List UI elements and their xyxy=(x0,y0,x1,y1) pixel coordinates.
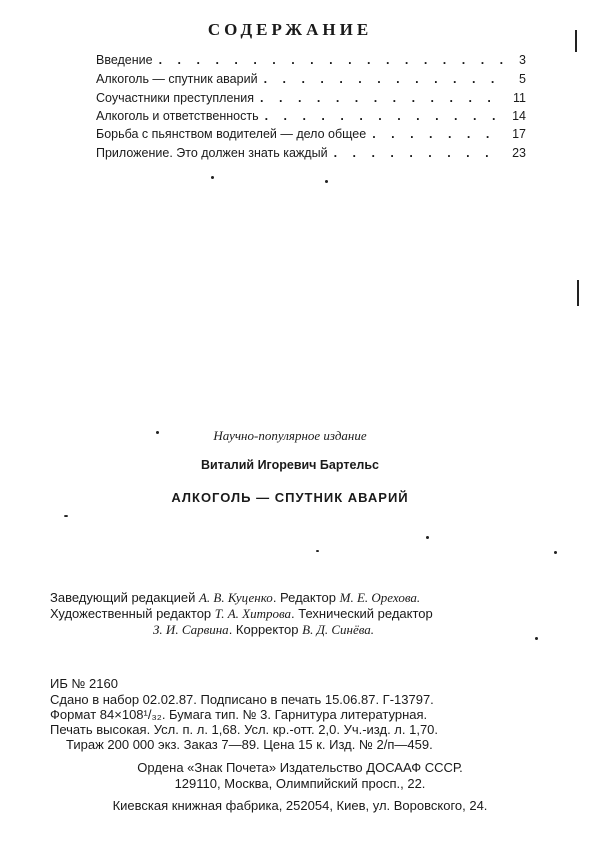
credit-role: Художественный редактор xyxy=(50,606,215,621)
credit-person: З. И. Сарвина xyxy=(153,622,229,637)
toc-entry-page: 23 xyxy=(512,146,526,160)
credits-line xyxy=(50,606,550,621)
author-name: Виталий Игоревич Бартельс xyxy=(201,458,379,472)
imprint-line: Печать высокая. Усл. п. л. 1,68. Усл. кр.-отт. 2,0. Уч.-изд. л. 1,70. xyxy=(50,722,439,737)
speck xyxy=(426,536,429,539)
toc-leader-dots xyxy=(334,146,504,160)
toc-leader-dots xyxy=(264,72,504,86)
speck xyxy=(325,180,328,183)
toc-entry xyxy=(96,72,526,90)
toc-leader-dots xyxy=(260,91,504,105)
credit-person: М. Е. Орехова. xyxy=(339,590,421,605)
toc-entry xyxy=(96,91,526,109)
speck xyxy=(64,515,68,517)
publisher-name: Ордена «Знак Почета» Издательство ДОСААФ СССР. xyxy=(137,760,463,775)
toc-leader-dots xyxy=(265,109,504,123)
speck xyxy=(535,637,538,640)
toc-entry xyxy=(96,146,526,164)
credits-line xyxy=(153,622,600,637)
credit-person: А. В. Куценко xyxy=(198,590,273,605)
toc-entry xyxy=(96,53,526,71)
toc-entry-label: Алкоголь — спутник аварий xyxy=(96,72,258,86)
credit-role: . Редактор xyxy=(272,590,340,605)
book-title: АЛКОГОЛЬ — СПУТНИК АВАРИЙ xyxy=(171,490,409,505)
scan-mark xyxy=(575,30,577,52)
credit-role: Заведующий редакцией xyxy=(50,590,199,605)
imprint-line: Формат 84×108¹/₃₂. Бумага тип. № 3. Гарнитура литературная. xyxy=(50,707,428,722)
toc-entry-page: 14 xyxy=(512,109,526,123)
publisher-address: 129110, Москва, Олимпийский просп., 22. xyxy=(174,776,426,791)
contents-title: СОДЕРЖАНИЕ xyxy=(207,20,373,39)
speck xyxy=(211,176,214,179)
credit-role: . Технический редактор xyxy=(291,606,433,621)
scan-mark xyxy=(577,280,579,306)
toc-entry-label: Введение xyxy=(96,53,153,67)
credits-line xyxy=(50,590,550,605)
toc-entry xyxy=(96,127,526,145)
toc-entry-page: 5 xyxy=(519,72,526,86)
toc-entry-page: 3 xyxy=(519,53,526,67)
toc-entry-page: 17 xyxy=(512,127,526,141)
toc-entry-label: Соучастники преступления xyxy=(96,91,255,105)
toc-entry-label: Борьба с пьянством водителей — дело общее xyxy=(96,127,367,141)
imprint-line: Сдано в набор 02.02.87. Подписано в печать 15.06.87. Г-13797. xyxy=(50,692,434,707)
toc-entry-label: Приложение. Это должен знать каждый xyxy=(96,146,328,160)
speck xyxy=(316,550,319,552)
ib-number: ИБ № 2160 xyxy=(50,676,118,691)
printer-info: Киевская книжная фабрика, 252054, Киев, ул. Воровского, 24. xyxy=(112,798,488,813)
toc-leader-dots xyxy=(372,127,504,141)
toc-entry xyxy=(96,109,526,127)
toc-entry-label: Алкоголь и ответственность xyxy=(96,109,259,123)
credit-person: Т. А. Хитрова xyxy=(214,606,292,621)
imprint-line: Тираж 200 000 экз. Заказ 7—89. Цена 15 к. Изд. № 2/п—459. xyxy=(66,737,433,752)
credit-person: В. Д. Синёва. xyxy=(302,622,375,637)
toc-entry-page: 11 xyxy=(513,91,526,105)
speck xyxy=(554,551,557,554)
edition-type: Научно-популярное издание xyxy=(213,428,367,443)
toc-leader-dots xyxy=(159,53,504,67)
credit-role: . Корректор xyxy=(228,622,303,637)
